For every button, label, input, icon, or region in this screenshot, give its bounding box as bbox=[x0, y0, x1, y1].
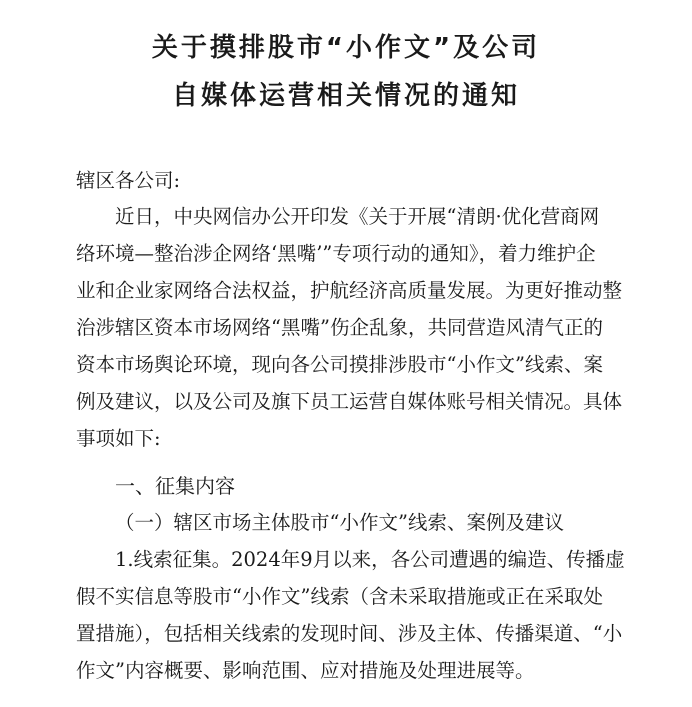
paragraph-line: 络环境—整治涉企网络‘黑嘴’”专项行动的通知》，着力维护企 bbox=[76, 242, 596, 265]
paragraph-line: 作文”内容概要、影响范围、应对措施及处理进展等。 bbox=[76, 659, 535, 682]
paragraph-line: 近日，中央网信办公开印发《关于开展“清朗·优化营商网 bbox=[115, 205, 600, 228]
paragraph-line: 置措施），包括相关线索的发现时间、涉及主体、传播渠道、“小 bbox=[76, 622, 623, 645]
paragraph-line: 1.线索征集。2024年9月以来，各公司遭遇的编造、传播虚 bbox=[115, 548, 625, 571]
section-heading: 一、征集内容 bbox=[115, 474, 235, 498]
paragraph-line: 治涉辖区资本市场网络“黑嘴”伤企乱象，共同营造风清气正的 bbox=[76, 316, 603, 339]
paragraph-line: 资本市场舆论环境，现向各公司摸排涉股市“小作文”线索、案 bbox=[76, 353, 603, 376]
paragraph-line: 业和企业家网络合法权益，护航经济高质量发展。为更好推动整 bbox=[76, 279, 623, 302]
paragraph-line: 假不实信息等股市“小作文”线索（含未采取措施或正在采取处 bbox=[76, 585, 603, 608]
subsection-heading: （一）辖区市场主体股市“小作文”线索、案例及建议 bbox=[115, 511, 564, 534]
document-title-line-1: 关于摸排股市“小作文”及公司 bbox=[151, 33, 541, 63]
salutation: 辖区各公司: bbox=[76, 169, 181, 192]
paragraph-line: 事项如下: bbox=[76, 427, 161, 450]
document-title-line-2: 自媒体运营相关情况的通知 bbox=[171, 81, 520, 111]
paragraph-line: 例及建议，以及公司及旗下员工运营自媒体账号相关情况。具体 bbox=[76, 390, 623, 413]
